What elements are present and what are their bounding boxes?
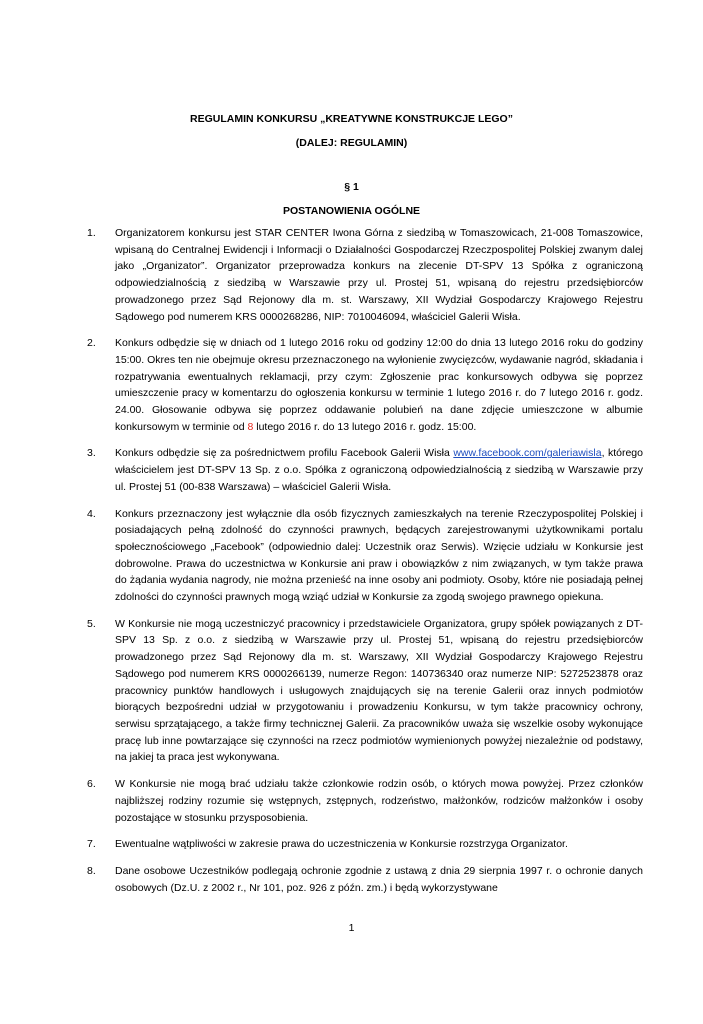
item-number: 8. bbox=[87, 864, 96, 877]
item-text: Konkurs przeznaczony jest wyłącznie dla osób fizycznych zamieszkałych na terenie Rzeczypospolitej Polskiej i posiadających pełną zdolność do czynności prawnych, będących zarejestrowanymi użytkownikami portalu społecznościowego „Facebook” (odpowiednio dalej: Uczestnik oraz Serwis). Wzięcie udziału w Konkursie jest dobrowolne. Prawa do uczestnictwa w Konkursie ani praw i obowiązków z nim związanych, w tym także prawa do żądania wydania nagrody, nie można przenieść na inne osoby ani podmioty. Osoby, które nie posiadają pełnej zdolności do czynności prawnych mogą wziąć udział w Konkursie za zgodą swojego prawnego opiekuna. bbox=[115, 507, 643, 604]
list-item bbox=[87, 445, 643, 495]
item-text: Dane osobowe Uczestników podlegają ochronie zgodnie z ustawą z dnia 29 sierpnia 1997 r. o ochronie danych osobowych (Dz.U. z 2002 r., Nr 101, poz. 926 z późn. zm.) i będą wykorzystywane bbox=[115, 864, 643, 894]
list-item bbox=[87, 836, 643, 853]
section-number: § 1 bbox=[344, 181, 359, 193]
document-subtitle: (DALEJ: REGULAMIN) bbox=[295, 137, 408, 149]
item-text: Organizatorem konkursu jest STAR CENTER Iwona Górna z siedzibą w Tomaszowicach, 21-008 Tomaszowice, wpisaną do Centralnej Ewidencji i Informacji o Działalności Gospodarczej Rzeczpospolitej Polskiej zwanym dalej jako „Organizator”. Organizator przeprowadza konkurs na zlecenie DT-SPV 13 Spółka z ograniczoną odpowiedzialnością z siedzibą w Warszawie przy ul. Prostej 51, wpisaną do rejestru przedsiębiorców prowadzonego przez Sąd Rejonowy dla m. st. Warszawy, XII Wydział Gospodarczy Krajowego Rejestru Sądowego pod numerem KRS 0000268286, NIP: 7010046094, właściciel Galerii Wisła. bbox=[115, 227, 643, 323]
item-text: Konkurs odbędzie się w dniach od 1 lutego 2016 roku od godziny 12:00 do dnia 13 lutego 2016 roku do godziny 15:00. Okres ten nie obejmuje okresu przeznaczonego na wyłonienie zwycięzców, wydawanie nagród, składania i rozpatrywania ewentualnych reklamacji, przy czym: Zgłoszenie prac konkursowych odbywa się poprzez umieszczenie pracy w komentarzu do ogłoszenia konkursu w terminie 1 lutego 2016 r. do 7 lutego 2016 r. godz. 24.00. Głosowanie odbywa się poprzez oddawanie polubień na dane zdjęcie umieszczone w albumie konkursowym w terminie od bbox=[115, 337, 643, 433]
item-number: 1. bbox=[87, 227, 96, 239]
item-number: 4. bbox=[87, 507, 96, 520]
document-title: REGULAMIN KONKURSU „KREATYWNE KONSTRUKCJE LEGO” bbox=[190, 113, 513, 125]
rules-list bbox=[87, 225, 643, 906]
item-number: 6. bbox=[87, 778, 96, 791]
item-text-cont: lutego 2016 r. do 13 lutego 2016 r. godz. 15:00. bbox=[253, 420, 477, 433]
page-number: 1 bbox=[348, 922, 355, 934]
facebook-link[interactable]: www.facebook.com/galeriawisla bbox=[453, 447, 602, 460]
list-item bbox=[87, 335, 643, 435]
list-item bbox=[87, 506, 643, 606]
item-number: 7. bbox=[87, 838, 96, 851]
item-text: W Konkursie nie mogą uczestniczyć pracownicy i przedstawiciele Organizatora, grupy spółek powiązanych z DT-SPV 13 Sp. z o.o. z siedzibą w Warszawie przy ul. Prostej 51, wpisaną do rejestru przedsiębiorców prowadzonego przez Sąd Rejonowy dla m. st. Warszawy, XII Wydział Gospodarczy Krajowego Rejestru Sądowego pod numerem KRS 0000266139, numerze Regon: 140736340 oraz numerze NIP: 5272523878 oraz pracownicy punktów handlowych i usługowych znajdujących się na terenie Galerii oraz innych podmiotów biorących bezpośredni udział w przygotowaniu i prowadzeniu Konkursu, w tym także pracownicy ochrony, serwisu sprzątającego, a także firmy technicznej Galerii. Za pracowników uważa się wszelkie osoby wykonujące pracę lub inne powtarzające się czynności na rzecz podmiotów wymienionych powyżej niezależnie od podstawy, na jakiej ta praca jest wykonywana. bbox=[115, 617, 643, 764]
item-text-cont: , którego właścicielem jest DT-SPV 13 Sp. z o.o. Spółka z ograniczoną odpowiedzialnością z siedzibą w Warszawie przy ul. Prostej 51 (00-838 Warszawa) – właściciel Galerii Wisła. bbox=[115, 447, 643, 493]
highlighted-date: 8 bbox=[247, 420, 254, 433]
list-item bbox=[87, 776, 643, 826]
item-number: 2. bbox=[87, 337, 96, 350]
item-text: W Konkursie nie mogą brać udziału także członkowie rodzin osób, o których mowa powyżej. Przez członków najbliższej rodziny rozumie się wstępnych, zstępnych, rodzeństwo, małżonków, rodziców małżonków i osoby pozostające w stosunku przysposobienia. bbox=[115, 778, 643, 824]
list-item bbox=[87, 616, 643, 766]
item-text: Ewentualne wątpliwości w zakresie prawa do uczestniczenia w Konkursie rozstrzyga Organizator. bbox=[115, 838, 568, 851]
item-number: 5. bbox=[87, 617, 96, 630]
item-text: Konkurs odbędzie się za pośrednictwem profilu Facebook Galerii Wisła bbox=[115, 447, 454, 460]
section-title: POSTANOWIENIA OGÓLNE bbox=[282, 205, 421, 217]
list-item bbox=[87, 863, 643, 896]
list-item bbox=[87, 225, 643, 325]
item-number: 3. bbox=[87, 447, 96, 460]
